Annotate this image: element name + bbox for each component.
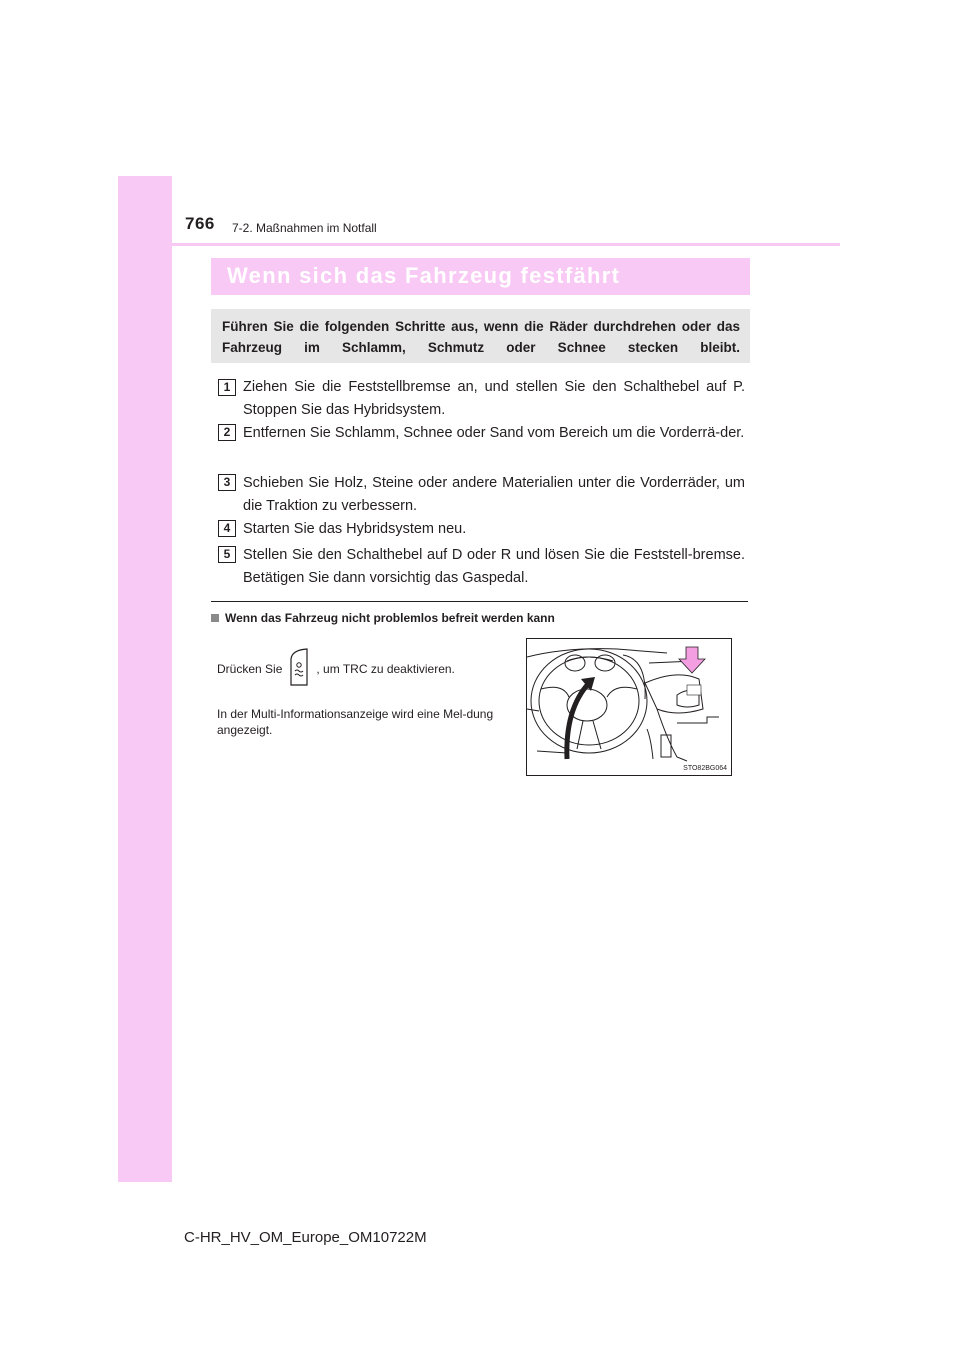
dashboard-illustration — [526, 638, 732, 776]
step-number-2: 2 — [218, 424, 236, 441]
footer-doc-id: C-HR_HV_OM_Europe_OM10722M — [184, 1229, 427, 1246]
section-title: Wenn sich das Fahrzeug festfährt — [227, 263, 621, 288]
note-line-1-before: Drücken Sie — [217, 662, 283, 677]
intro-box — [211, 309, 750, 363]
intro-text: Führen Sie die folgenden Schritte aus, wenn die Räder durchdrehen oder das Fahrzeug im Schlamm, Schmutz oder Schnee stecken bleibt. — [222, 319, 740, 355]
step-number-5: 5 — [218, 546, 236, 563]
note-line-2: In der Multi-Informationsanzeige wird eine Mel-dung angezeigt. — [217, 707, 494, 737]
step-text-1: Ziehen Sie die Feststellbremse an, und stellen Sie den Schalthebel auf P. Stoppen Sie das Hybridsystem. — [243, 379, 745, 418]
note-line-1 — [217, 650, 509, 690]
sidebar-tab — [118, 176, 172, 1182]
step-number-4: 4 — [218, 520, 236, 537]
header-rule — [172, 243, 840, 246]
steering-wheel-illustration-icon — [527, 639, 732, 776]
step-text-2: Entfernen Sie Schlamm, Schnee oder Sand vom Bereich um die Vorderrä-der. — [243, 425, 745, 441]
step-text-3: Schieben Sie Holz, Steine oder andere Materialien unter die Vorderräder, um die Traktion zu verbessern. — [243, 475, 745, 514]
section-divider — [211, 601, 748, 602]
step-text-5: Stellen Sie den Schalthebel auf D oder R und lösen Sie die Feststell-bremse. Betätigen Sie dann vorsichtig das Gaspedal. — [243, 547, 745, 586]
section-title-banner — [211, 258, 750, 295]
step-number-1: 1 — [218, 379, 236, 396]
note-bullet-icon — [211, 614, 219, 622]
note-body — [217, 650, 509, 738]
figure-code: STO82BG064 — [683, 765, 727, 772]
note-heading: Wenn das Fahrzeug nicht problemlos befreit werden kann — [225, 611, 555, 625]
breadcrumb: 7-2. Maßnahmen im Notfall — [232, 221, 377, 235]
note-line-1-after: , um TRC zu deaktivieren. — [316, 662, 455, 677]
page-number: 766 — [185, 214, 215, 233]
step-text-4: Starten Sie das Hybridsystem neu. — [243, 521, 467, 537]
step-number-3: 3 — [218, 474, 236, 491]
trc-off-button-icon — [288, 647, 310, 687]
